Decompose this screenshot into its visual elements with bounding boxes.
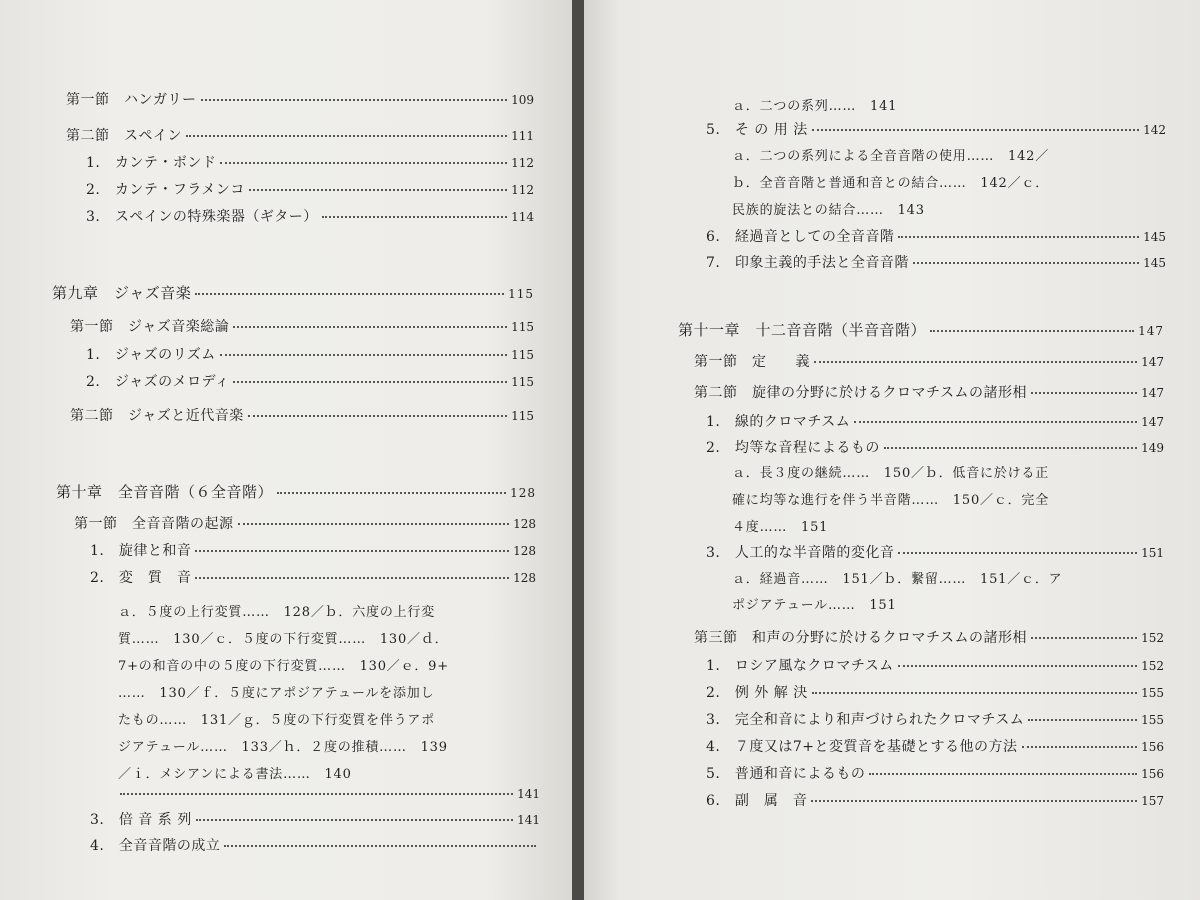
subentry-text: ａ．二つの系列による全音音階の使用…… 142／ [732, 149, 1050, 164]
page-number: 147 [1141, 386, 1164, 400]
entry-title: 3. スペインの特殊楽器（ギター） [86, 209, 318, 225]
toc-entry [694, 383, 1164, 403]
page-number: 155 [1141, 686, 1164, 700]
toc-entry [706, 710, 1164, 730]
entry-title: 5. 普通和音によるもの [706, 766, 866, 782]
leader-dots [898, 551, 1137, 554]
page-number: 145 [1143, 230, 1166, 244]
page-number: 147 [1141, 415, 1164, 429]
toc-entry [706, 227, 1166, 247]
page-number: 141 [517, 787, 540, 801]
leader-dots [884, 446, 1137, 449]
toc-entry [86, 207, 534, 227]
leader-dots [869, 772, 1137, 775]
subentry-text: ａ．長３度の継続…… 150／ｂ．低音に於ける正 [732, 466, 1050, 481]
page-number: 141 [517, 813, 540, 827]
page-number: 115 [511, 320, 534, 334]
entry-title: 第二節 旋律の分野に於けるクロマチスムの諸形相 [694, 385, 1027, 401]
entry-title: 5. そ の 用 法 [706, 122, 808, 138]
toc-entry [116, 784, 540, 804]
toc-entry [90, 810, 540, 830]
page-number: 109 [511, 93, 534, 107]
subentry-text: 民族的旋法との結合…… 143 [732, 203, 925, 218]
page-number: 152 [1141, 631, 1164, 645]
entry-title: 1. カンテ・ボンド [86, 155, 217, 171]
leader-dots [195, 292, 504, 295]
toc-entry [70, 317, 534, 337]
leader-dots [930, 329, 1134, 332]
entry-title: 1. ロシア風なクロマチスム [706, 658, 894, 674]
subentry-text: ４度…… 151 [732, 520, 829, 535]
subentry-text: ポジアテュール…… 151 [732, 598, 897, 613]
entry-title: 6. 経過音としての全音音階 [706, 229, 895, 245]
page-number: 112 [511, 156, 534, 170]
page-number: 128 [513, 571, 536, 585]
page-number: 156 [1141, 740, 1164, 754]
toc-entry [706, 656, 1164, 676]
toc-entry [706, 683, 1164, 703]
leader-dots [898, 664, 1137, 667]
page-number: 128 [510, 486, 536, 500]
leader-dots [120, 792, 513, 795]
entry-title: 6. 副 属 音 [706, 793, 808, 809]
toc-chapter [52, 283, 534, 304]
entry-title: 第一節 全音音階の起源 [74, 516, 234, 532]
subentry-text: ／ｉ．メシアンによる書法…… 140 [118, 767, 352, 782]
toc-entry [706, 737, 1164, 757]
page-number: 147 [1141, 355, 1164, 369]
toc-entry [706, 791, 1164, 811]
entry-title: 4. 全音音階の成立 [90, 838, 221, 854]
leader-dots [249, 188, 507, 191]
toc-entry [90, 836, 540, 856]
subentry-text: ｂ．全音音階と普通和音との結合…… 142／ｃ． [732, 176, 1050, 191]
page-number: 156 [1141, 767, 1164, 781]
toc-entry [706, 253, 1166, 273]
entry-title: 4. ７度又は7+と変質音を基礎とする他の方法 [706, 739, 1018, 755]
page-number: 112 [511, 183, 534, 197]
toc-entry [66, 90, 534, 110]
page-number: 111 [511, 129, 534, 143]
toc-entry [694, 628, 1164, 648]
leader-dots [1028, 718, 1137, 721]
leader-dots [898, 235, 1139, 238]
entry-title: 1. 旋律と和音 [90, 543, 192, 559]
leader-dots [224, 844, 536, 847]
entry-title: 2. 例 外 解 決 [706, 685, 808, 701]
entry-title: 3. 人工的な半音階的変化音 [706, 545, 895, 561]
leader-dots [322, 215, 507, 218]
leader-dots [195, 549, 509, 552]
entry-title: 第一節 ハンガリー [66, 92, 197, 108]
page-number: 128 [513, 544, 536, 558]
leader-dots [1031, 391, 1137, 394]
entry-title: 第一節 ジャズ音楽総論 [70, 319, 230, 335]
toc-entry [706, 543, 1164, 563]
subentry-text: ジアテュール…… 133／ｈ．２度の推積…… 139 [118, 740, 448, 755]
book-gutter [572, 0, 584, 900]
right-page [584, 0, 1200, 900]
page-number: 149 [1141, 441, 1164, 455]
entry-title: 3. 完全和音により和声づけられたクロマチスム [706, 712, 1025, 728]
entry-title: 第十一章 十二音音階（半音音階） [678, 321, 927, 339]
entry-title: 2. 変 質 音 [90, 570, 192, 586]
subentry-text: ａ．経過音…… 151／ｂ．繋留…… 151／ｃ．ア [732, 572, 1063, 587]
entry-title: 第二節 ジャズと近代音楽 [70, 408, 244, 424]
toc-entry [86, 372, 534, 392]
leader-dots [814, 360, 1137, 363]
leader-dots [854, 420, 1137, 423]
leader-dots [233, 380, 507, 383]
leader-dots [220, 161, 507, 164]
page-number: 147 [1138, 324, 1164, 338]
page-number: 155 [1141, 713, 1164, 727]
toc-chapter [678, 320, 1164, 341]
leader-dots [220, 353, 507, 356]
leader-dots [277, 491, 506, 494]
leader-dots [913, 261, 1139, 264]
page-number: 115 [511, 348, 534, 362]
page-number: 145 [1143, 256, 1166, 270]
entry-title: 第三節 和声の分野に於けるクロマチスムの諸形相 [694, 630, 1027, 646]
leader-dots [1022, 745, 1138, 748]
entry-title: 1. 線的クロマチスム [706, 414, 851, 430]
entry-title: 第二節 スペイン [66, 128, 182, 144]
toc-entry [706, 438, 1164, 458]
left-page [0, 0, 572, 900]
subentry-text: …… 130／ｆ．５度にアポジアテュールを添加し [118, 686, 435, 701]
toc-entry [706, 412, 1164, 432]
page-number: 151 [1141, 546, 1164, 560]
subentry-text: ａ．二つの系列…… 141 [732, 99, 898, 114]
toc-chapter [56, 482, 536, 503]
toc-entry [86, 345, 534, 365]
leader-dots [233, 325, 507, 328]
page-number: 114 [511, 210, 534, 224]
leader-dots [196, 818, 513, 821]
page-number: 152 [1141, 659, 1164, 673]
leader-dots [812, 128, 1139, 131]
subentry-text: 7+の和音の中の５度の下行変質…… 130／ｅ．9+ [118, 659, 449, 674]
toc-entry [70, 406, 534, 426]
entry-title: 2. 均等な音程によるもの [706, 440, 880, 456]
entry-title: 第九章 ジャズ音楽 [52, 284, 192, 302]
toc-entry [90, 568, 536, 588]
page-number: 128 [513, 517, 536, 531]
page-number: 115 [511, 375, 534, 389]
toc-entry [74, 514, 536, 534]
leader-dots [812, 691, 1137, 694]
leader-dots [1031, 636, 1137, 639]
entry-title: 3. 倍 音 系 列 [90, 812, 192, 828]
toc-entry [694, 352, 1164, 372]
page-number: 142 [1143, 123, 1166, 137]
entry-title: 2. ジャズのメロディ [86, 374, 230, 390]
leader-dots [811, 799, 1137, 802]
toc-entry [86, 180, 534, 200]
entry-title: 7. 印象主義的手法と全音音階 [706, 255, 909, 271]
entry-title: 第一節 定 義 [694, 354, 810, 370]
leader-dots [195, 576, 509, 579]
toc-entry [706, 120, 1166, 140]
entry-title: 2. カンテ・フラメンコ [86, 182, 245, 198]
subentry-text: 質…… 130／ｃ．５度の下行変質…… 130／ｄ． [118, 632, 449, 647]
toc-entry [90, 541, 536, 561]
toc-entry [66, 126, 534, 146]
page-number: 157 [1141, 794, 1164, 808]
leader-dots [238, 522, 510, 525]
subentry-text: 確に均等な進行を伴う半音階…… 150／ｃ．完全 [732, 493, 1050, 508]
leader-dots [248, 414, 507, 417]
page-number: 115 [508, 287, 534, 301]
subentry-text: ａ．５度の上行変質…… 128／ｂ．六度の上行変 [118, 605, 436, 620]
subentry-text: たもの…… 131／ｇ．５度の下行変質を伴うアポ [118, 713, 436, 728]
leader-dots [186, 134, 507, 137]
page-number: 115 [511, 409, 534, 423]
toc-entry [86, 153, 534, 173]
entry-title: 1. ジャズのリズム [86, 347, 216, 363]
entry-title: 第十章 全音音階（６全音階） [56, 483, 274, 501]
toc-entry [706, 764, 1164, 784]
leader-dots [201, 98, 508, 101]
